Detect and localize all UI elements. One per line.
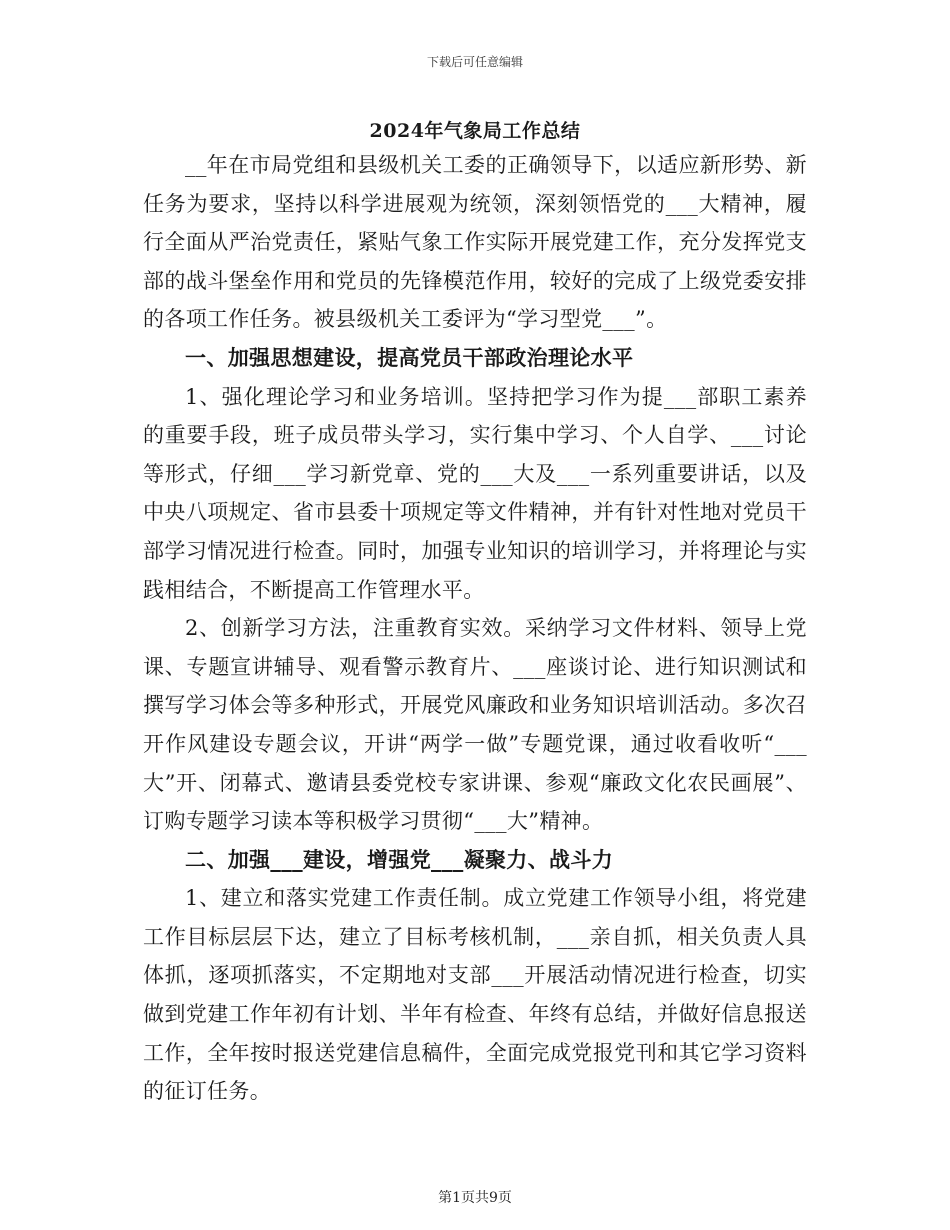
document-title: 2024年气象局工作总结 [369,120,581,142]
page-footer: 第1页共9页 [438,1190,512,1206]
section-heading-1: 一、加强思想建设，提高党员干部政治理论水平 [185,344,634,370]
body-paragraph: 2、创新学习方法，注重教育实效。采纳学习文件材料、领导上党课、专题宣讲辅导、观看警示教育片、___座谈讨论、进行知识测试和撰写学习体会等多种形式，开展党风廉政和业务知识培训活动。多次召开作风建设专题会议，开讲“两学一做”专题党课，通过收看收听“___大”开、闭幕式、邀请县委党校专家讲课、参观“廉政文化农民画展”、订购专题学习读本等积极学习贯彻“___大”精神。 [143,616,807,834]
body-paragraph: 1、强化理论学习和业务培训。坚持把学习作为提___部职工素养的重要手段，班子成员带头学习，实行集中学习、个人自学、___讨论等形式，仔细___学习新党章、党的___大及___一系列重要讲话，以及中央八项规定、省市县委十项规定等文件精神，并有针对性地对党员干部学习情况进行检查。同时，加强专业知识的培训学习，并将理论与实践相结合，不断提高工作管理水平。 [143,384,807,602]
header-note: 下载后可任意编辑 [426,55,523,69]
intro-paragraph: __年在市局党组和县级机关工委的正确领导下，以适应新形势、新任务为要求，坚持以科学进展观为统领，深刻领悟党的___大精神，履行全面从严治党责任，紧贴气象工作实际开展党建工作，充分发挥党支部的战斗堡垒作用和党员的先锋模范作用，较好的完成了上级党委安排的各项工作任务。被县级机关工委评为“学习型党___”。 [143,153,807,332]
document-body [143,146,807,1111]
section-heading-2: 二、加强___建设，增强党___凝聚力、战斗力 [185,846,614,872]
body-paragraph: 1、建立和落实党建工作责任制。成立党建工作领导小组，将党建工作目标层层下达，建立了目标考核机制，___亲自抓，相关负责人具体抓，逐项抓落实，不定期地对支部___开展活动情况进行检查，切实做到党建工作年初有计划、半年有检查、年终有总结，并做好信息报送工作，全年按时报送党建信息稿件，全面完成党报党刊和其它学习资料的征订任务。 [143,886,807,1104]
